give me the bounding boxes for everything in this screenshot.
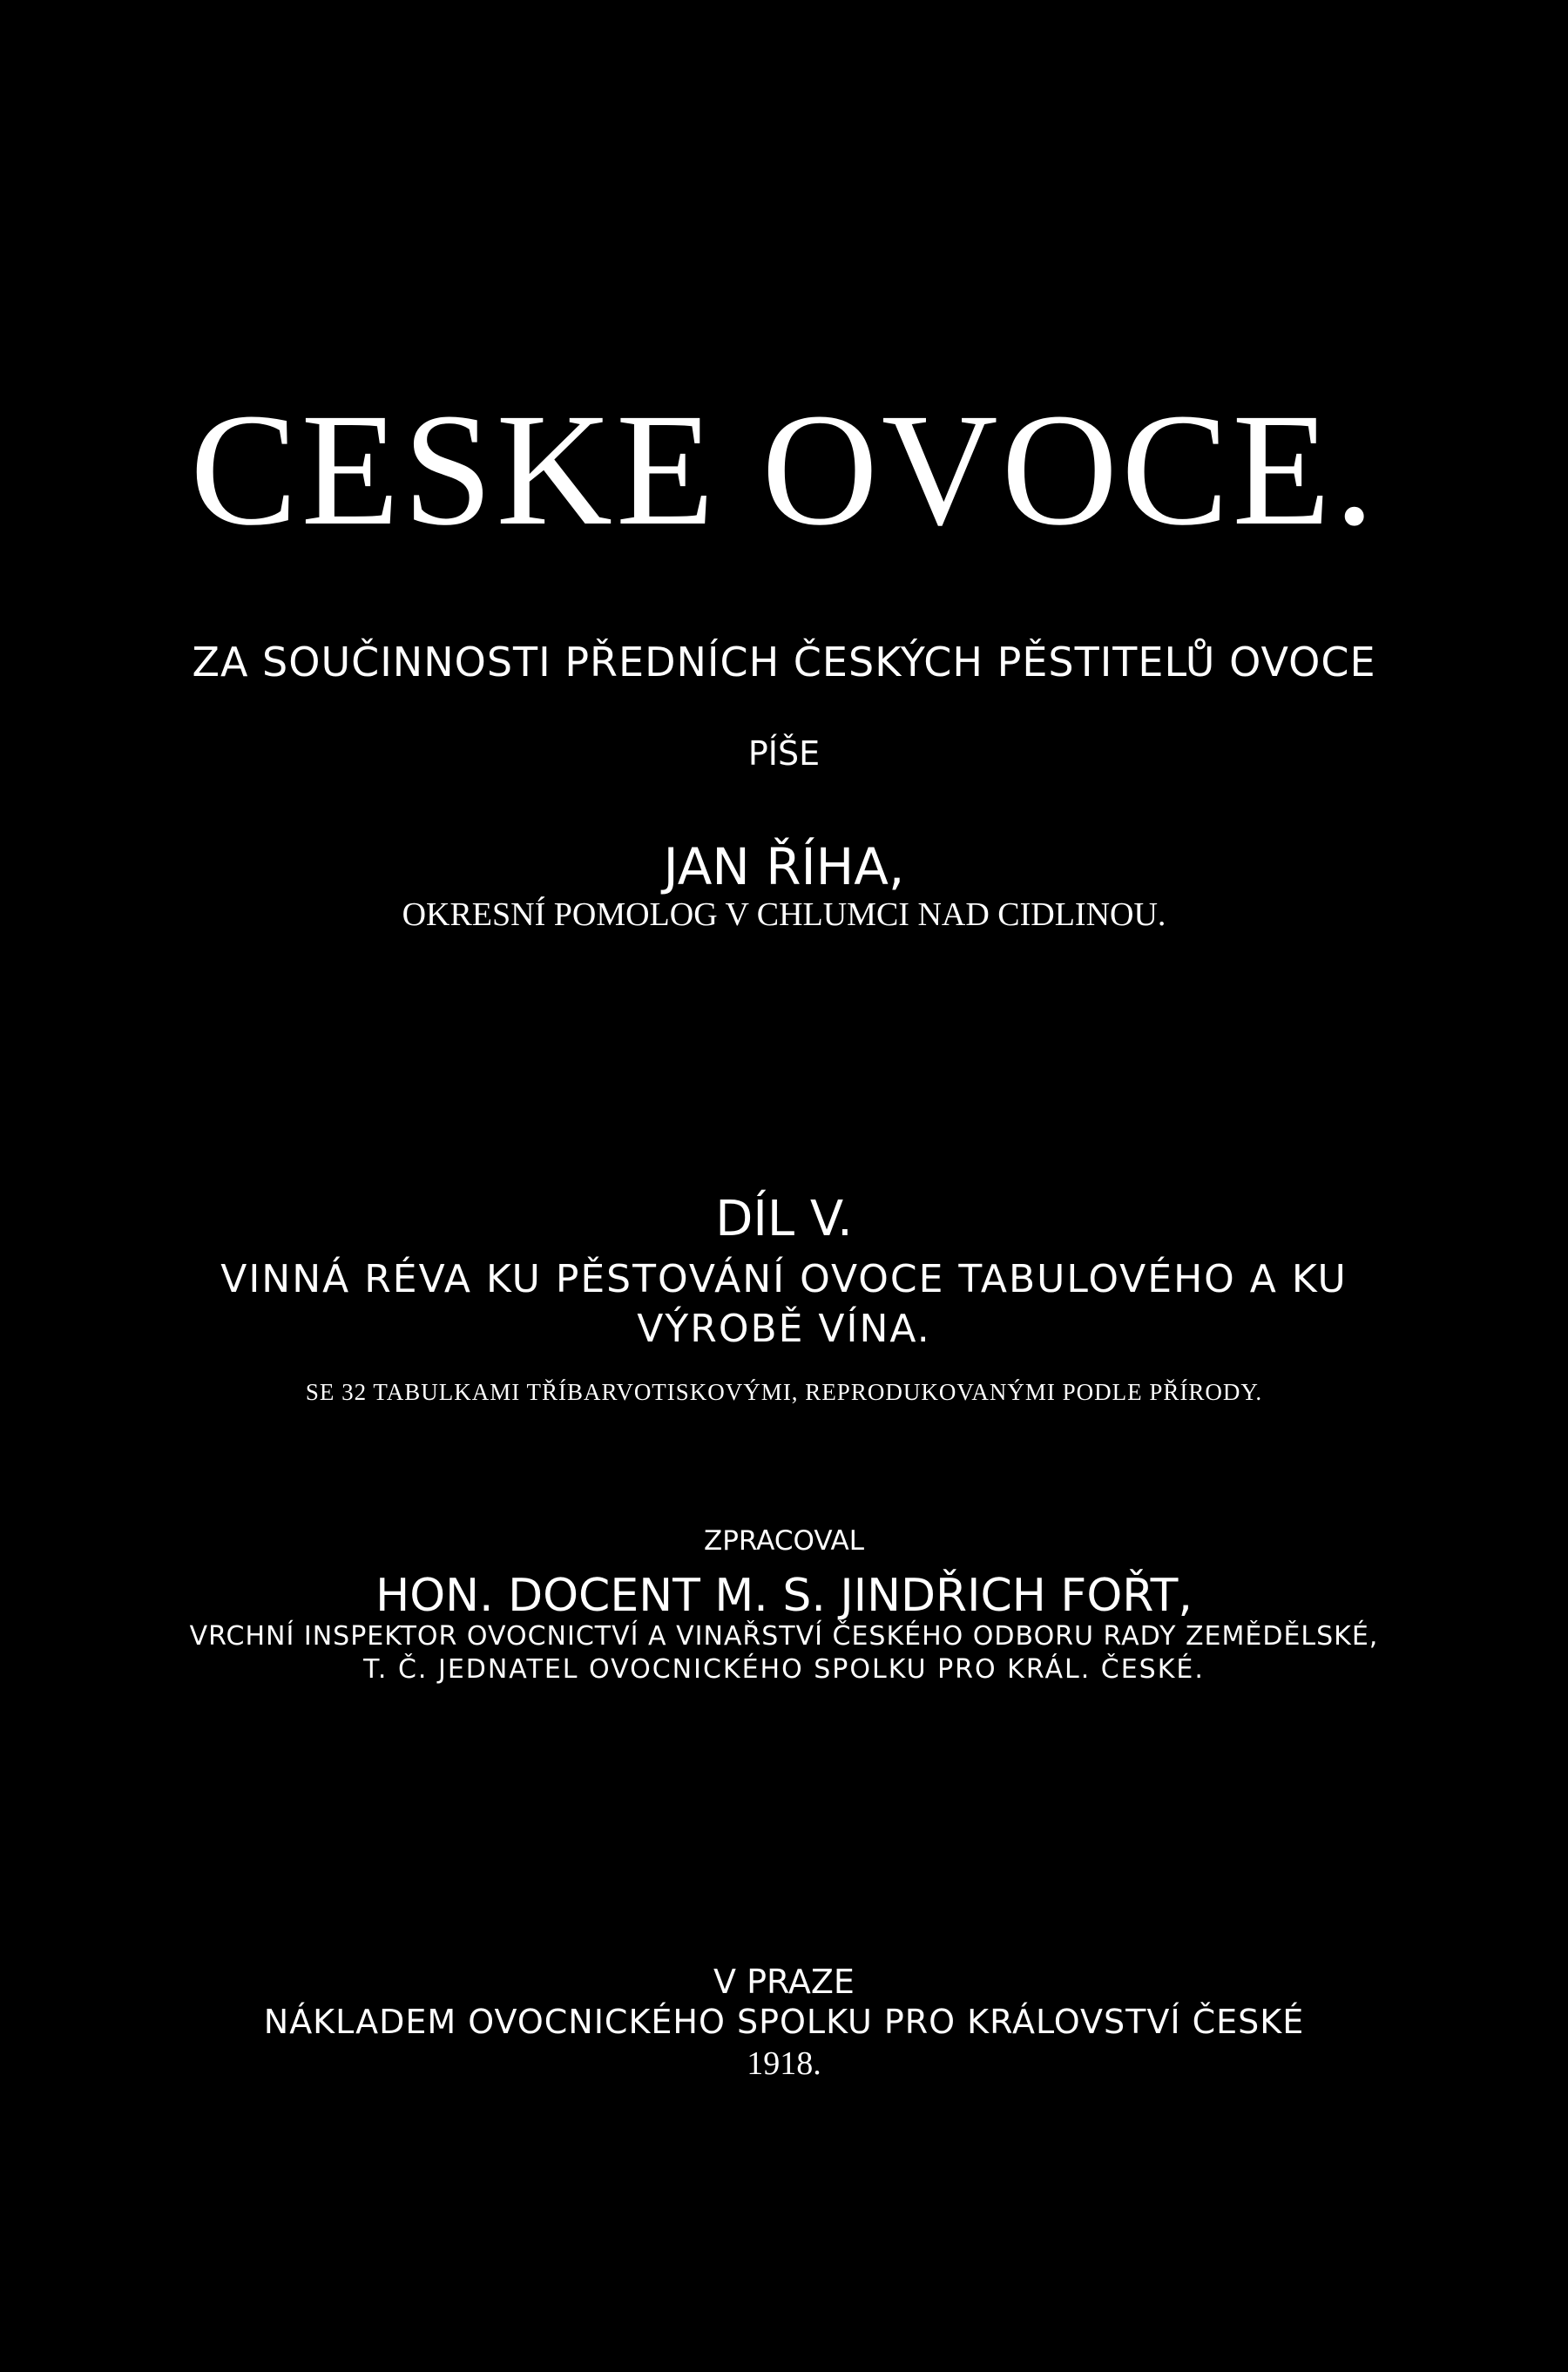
imprint-year: 1918.	[747, 2045, 821, 2082]
editor-role-line-1: VRCHNÍ INSPEKTOR OVOCNICTVÍ A VINAŘSTVÍ ČESKÉHO ODBORU RADY ZEMĚDĚLSKÉ,	[189, 1621, 1379, 1652]
imprint-publisher: NÁKLADEM OVOCNICKÉHO SPOLKU PRO KRÁLOVSTVÍ ČESKÉ	[263, 2003, 1305, 2041]
volume-title-line-2: VÝROBĚ VÍNA.	[637, 1307, 931, 1351]
book-subtitle: ZA SOUČINNOSTI PŘEDNÍCH ČESKÝCH PĚSTITELŮ OVOCE	[192, 639, 1376, 686]
volume-label: DÍL V.	[715, 1191, 853, 1247]
writes-label: PÍŠE	[747, 734, 821, 773]
book-title: CESKE OVOCE.	[190, 381, 1378, 559]
volume-title-line-1: VINNÁ RÉVA KU PĚSTOVÁNÍ OVOCE TABULOVÉHO A KU	[220, 1257, 1348, 1301]
author-role: OKRESNÍ POMOLOG V CHLUMCI NAD CIDLINOU.	[402, 896, 1166, 933]
author-name: JAN ŘÍHA,	[663, 837, 905, 896]
plates-note: SE 32 TABULKAMI TŘÍBARVOTISKOVÝMI, REPRODUKOVANÝMI PODLE PŘÍRODY.	[305, 1379, 1263, 1405]
editor-role-line-2: T. Č. JEDNATEL OVOCNICKÉHO SPOLKU PRO KRÁL. ČESKÉ.	[363, 1654, 1205, 1685]
imprint-place: V PRAZE	[713, 1963, 855, 2001]
editor-label: ZPRACOVAL	[703, 1525, 865, 1557]
editor-name: HON. DOCENT M. S. JINDŘICH FOŘT,	[375, 1570, 1193, 1622]
